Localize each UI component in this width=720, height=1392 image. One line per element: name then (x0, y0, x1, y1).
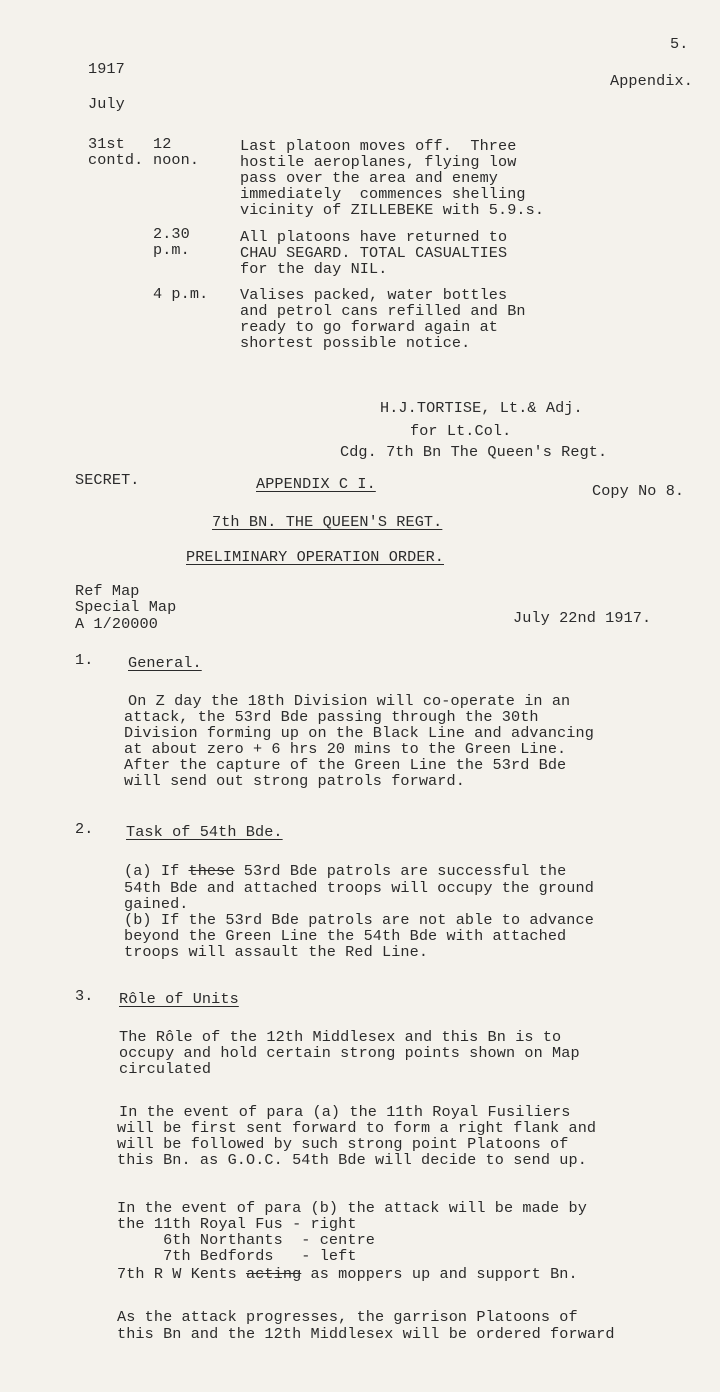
entry-line: Last platoon moves off. Three (240, 137, 517, 155)
section-heading: Task of 54th Bde. (126, 823, 283, 841)
ref-map-line: Ref Map (75, 582, 140, 600)
body-line: circulated (119, 1060, 212, 1078)
body-line: Division forming up on the Black Line and advancing (124, 724, 594, 742)
entry-line: for the day NIL. (240, 260, 388, 278)
body-line: beyond the Green Line the 54th Bde with attached (124, 927, 567, 945)
ref-map-line: A 1/20000 (75, 615, 158, 633)
body-line: 54th Bde and attached troops will occupy the ground (124, 879, 594, 897)
diary-month: July (88, 95, 125, 113)
section-heading: General. (128, 654, 202, 672)
entry-line: ready to go forward again at (240, 318, 498, 336)
appendix-label: Appendix. (610, 72, 693, 90)
secret-label: SECRET. (75, 471, 140, 489)
body-line: In the event of para (a) the 11th Royal Fusiliers (119, 1103, 571, 1121)
entry-line: All platoons have returned to (240, 228, 508, 246)
body-line: will be followed by such strong point Platoons of (117, 1135, 569, 1153)
entry-line: and petrol cans refilled and Bn (240, 302, 526, 320)
diary-year: 1917 (88, 60, 125, 78)
body-line: After the capture of the Green Line the 53rd Bde (124, 756, 567, 774)
page-number: 5. (670, 35, 689, 53)
body-line: attack, the 53rd Bde passing through the 30th (124, 708, 539, 726)
entry-line: pass over the area and enemy (240, 169, 498, 187)
order-date: July 22nd 1917. (513, 609, 652, 627)
body-line: troops will assault the Red Line. (124, 943, 429, 961)
entry-time: 2.30 (153, 225, 190, 243)
entry-time: 4 p.m. (153, 285, 209, 303)
section-heading: Rôle of Units (119, 990, 239, 1008)
body-line: As the attack progresses, the garrison Platoons of (117, 1308, 578, 1326)
entry-time: noon. (153, 151, 200, 169)
copy-number: Copy No 8. (592, 482, 685, 500)
entry-line: shortest possible notice. (240, 334, 471, 352)
entry-line: Valises packed, water bottles (240, 286, 508, 304)
body-line: (b) If the 53rd Bde patrols are not able to advance (124, 911, 594, 929)
struck-word: these (188, 862, 235, 880)
ref-map-line: Special Map (75, 598, 177, 616)
entry-time: p.m. (153, 241, 190, 259)
body-line: the 11th Royal Fus - right (117, 1215, 357, 1233)
section-number: 2. (75, 820, 94, 838)
signature-line: H.J.TORTISE, Lt.& Adj. (380, 399, 583, 417)
unit-title: 7th BN. THE QUEEN'S REGT. (212, 513, 443, 531)
entry-line: immediately commences shelling (240, 185, 526, 203)
entry-line: hostile aeroplanes, flying low (240, 153, 517, 171)
signature-line: for Lt.Col. (410, 422, 512, 440)
body-line: 6th Northants - centre (117, 1231, 375, 1249)
body-line: will be first sent forward to form a right flank and (117, 1119, 597, 1137)
body-line: gained. (124, 895, 189, 913)
section-number: 1. (75, 651, 94, 669)
body-line: On Z day the 18th Division will co-operate in an (128, 692, 571, 710)
diary-date-contd: contd. (88, 151, 144, 169)
diary-date: 31st (88, 135, 125, 153)
appendix-title: APPENDIX C I. (256, 475, 376, 493)
body-line: The Rôle of the 12th Middlesex and this Bn is to (119, 1028, 562, 1046)
body-line: 7th R W Kents acting as moppers up and support Bn. (117, 1265, 578, 1283)
body-line: occupy and hold certain strong points shown on Map (119, 1044, 580, 1062)
entry-time: 12 (153, 135, 172, 153)
entry-line: CHAU SEGARD. TOTAL CASUALTIES (240, 244, 508, 262)
struck-word: acting (246, 1265, 302, 1283)
body-line: (a) If these 53rd Bde patrols are successful the (124, 862, 567, 880)
signature-line: Cdg. 7th Bn The Queen's Regt. (340, 443, 608, 461)
body-line: 7th Bedfords - left (117, 1247, 357, 1265)
body-line: at about zero + 6 hrs 20 mins to the Green Line. (124, 740, 567, 758)
body-line: In the event of para (b) the attack will be made by (117, 1199, 587, 1217)
entry-line: vicinity of ZILLEBEKE with 5.9.s. (240, 201, 545, 219)
body-line: will send out strong patrols forward. (124, 772, 465, 790)
body-line: this Bn and the 12th Middlesex will be ordered forward (117, 1325, 615, 1343)
body-line: this Bn. as G.O.C. 54th Bde will decide to send up. (117, 1151, 587, 1169)
order-title: PRELIMINARY OPERATION ORDER. (186, 548, 444, 566)
section-number: 3. (75, 987, 94, 1005)
